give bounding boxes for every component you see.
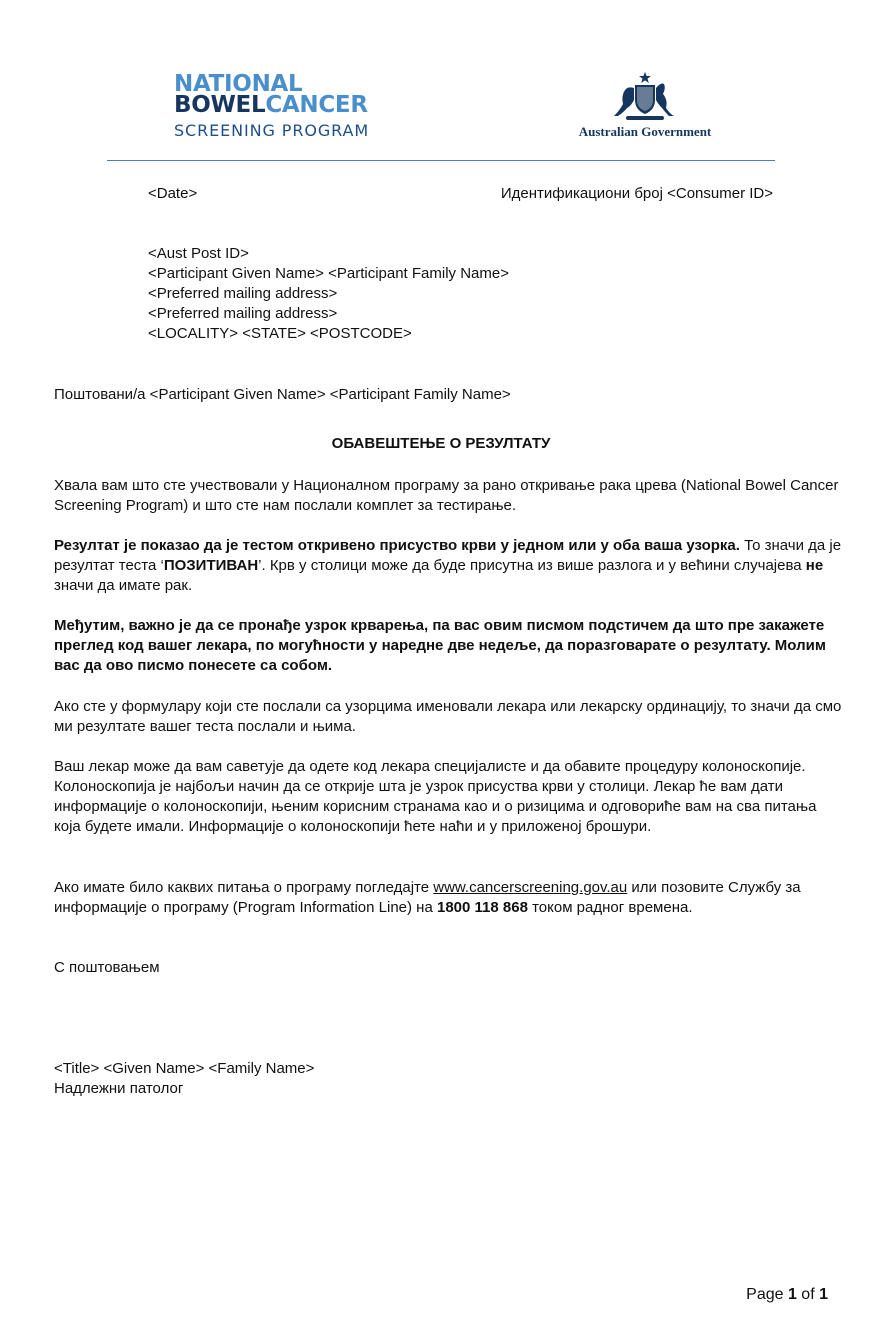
phone-number: 1800 118 868 <box>436 899 528 916</box>
coat-of-arms-icon <box>608 70 682 122</box>
salutation: Поштовани/а <Participant Given Name> <Participant Family Name> <box>54 386 511 403</box>
paragraph-text: Међутим, важно је да се пронађе узрок крварења, па вас овим писмом подстичем да што пре закажете преглед код вашег лекара, по могућности у наредне две недеље, да поразговарате о резултату. Молим вас да ово писмо понесете са собом. <box>54 617 826 674</box>
website-link[interactable]: www.cancerscreening.gov.au <box>433 879 628 896</box>
logo-national: NATIONAL <box>174 71 303 97</box>
paragraph-contact <box>54 878 844 918</box>
page-of: of <box>796 1286 820 1303</box>
nbcsp-logo <box>174 71 370 140</box>
result-not: не <box>805 557 824 574</box>
logo-bowel: BOWEL <box>174 92 266 118</box>
address-line: <Aust Post ID> <box>148 245 249 262</box>
contact-text: Ако имате било каквих питања о програму погледајте <box>54 879 434 896</box>
contact-text: или позовите Службу за информације о програму (Program Information Line) на <box>54 879 801 916</box>
gov-name: Australian Government <box>578 124 712 139</box>
paragraph-text <box>54 878 844 918</box>
paragraph-text: Хвала вам што сте учествовали у Националном програму за рано откривање рака црева (National Bowel Cancer Screening Program) и што сте нам послали комплет за тестирање. <box>54 477 839 514</box>
paragraph-text <box>54 536 844 596</box>
result-text: ’. Крв у столици може да буде присутна из више разлога и у већини случајева <box>258 557 806 574</box>
result-lead: Резултат је показао да је тестом откривено присуство крви у једном или у оба ваша узорка. <box>54 537 740 554</box>
logo-bowel-cancer <box>174 92 369 118</box>
address-block <box>148 244 509 344</box>
paragraph-thanks <box>54 476 844 516</box>
page-prefix: Page <box>746 1286 788 1303</box>
address-line: <Participant Given Name> <Participant Family Name> <box>148 265 509 282</box>
paragraph-important <box>54 616 844 676</box>
page-number <box>746 1286 828 1304</box>
logo-cancer: CANCER <box>265 92 368 118</box>
australian-government-logo <box>560 70 730 140</box>
contact-text: током радног времена. <box>527 899 693 916</box>
page-total: 1 <box>819 1286 828 1303</box>
letter-date: <Date> <box>148 185 198 202</box>
address-line: <LOCALITY> <STATE> <POSTCODE> <box>148 325 412 342</box>
header-divider <box>107 160 775 161</box>
result-text: значи да имате рак. <box>54 577 193 594</box>
paragraph-text: Ако сте у формулару који сте послали са узорцима именовали лекара или лекарску ординацију, то значи да смо ми резултате вашег теста послали и њима. <box>54 698 842 735</box>
closing: С поштовањем <box>54 959 160 976</box>
letter-heading: ОБАВЕШТЕЊЕ О РЕЗУЛТАТУ <box>331 435 551 452</box>
address-line: <Preferred mailing address> <box>148 285 338 302</box>
paragraph-result <box>54 536 844 596</box>
signer-role: Надлежни патолог <box>54 1080 184 1097</box>
signer-name: <Title> <Given Name> <Family Name> <box>54 1060 315 1077</box>
page-current: 1 <box>787 1286 797 1303</box>
address-line: <Preferred mailing address> <box>148 305 338 322</box>
paragraph-colonoscopy <box>54 757 844 837</box>
logo-screening-program: SCREENING PROGRAM <box>174 121 370 140</box>
consumer-id: Идентификациони број <Consumer ID> <box>500 185 773 202</box>
result-text: То значи да је резултат теста ‘ <box>54 537 842 574</box>
paragraph-doctor-notified <box>54 697 844 737</box>
result-positive: ПОЗИТИВАН <box>163 557 259 574</box>
paragraph-text: Ваш лекар може да вам саветује да одете код лекара специјалисте и да обавите процедуру колоноскопије. Колоноскопија је најбољи начин да се открије шта је узрок присуства крви у столици. Лекар ће вам дати информације о колоноскопији, њеним корисним странама као и о ризицима и одговориће вам на сва питања која будете имали. Информације о колоноскопији ћете наћи и у приложеној брошури. <box>54 758 817 835</box>
